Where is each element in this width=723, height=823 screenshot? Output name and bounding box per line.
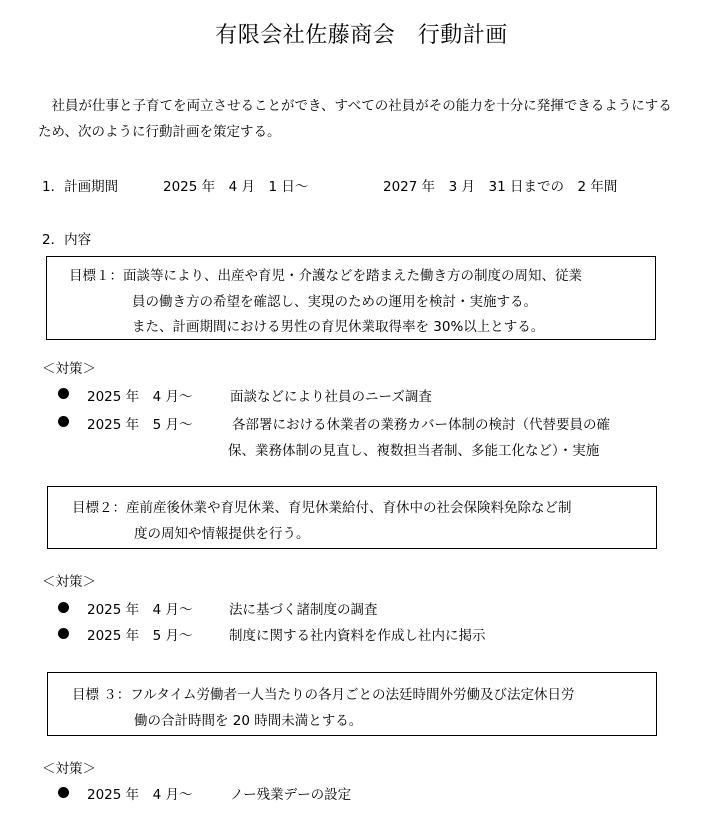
goal-1-line-1: 目標１：面談等により、出産や育児・介護などを踏まえた働き方の制度の周知、従業 (69, 268, 582, 284)
bullet-icon (58, 388, 69, 399)
bullet-icon (58, 416, 69, 427)
goal-1-line-3: また、計画期間における男性の育児休業取得率を 30%以上とする。 (132, 319, 545, 335)
goal-3-measure-1-date: 2025 年 4 月～ (87, 787, 193, 803)
goal-1-measure-2-date: 2025 年 5 月～ (87, 417, 193, 433)
bullet-icon (58, 602, 69, 613)
goal-3-line-2: 働の合計時間を 20 時間未満とする。 (134, 713, 363, 729)
period-label: 1．計画期間 (42, 179, 119, 195)
goal-2-measure-2-text: 制度に関する社内資料を作成し社内に掲示 (229, 628, 486, 644)
goal-2-box (47, 486, 657, 549)
goal-1-line-2: 員の働き方の希望を確認し、実現のための運用を検討・実施する。 (132, 294, 537, 310)
content-heading: 2．内容 (42, 232, 92, 248)
goal-1-measure-2-cont: 保、業務体制の見直し、複数担当者制、多能工化など）・実施 (228, 443, 600, 459)
goal-3-measure-1-text: ノー残業デーの設定 (230, 787, 352, 803)
period-end: 2027 年 3 月 31 日までの 2 年間 (383, 179, 618, 195)
goal-3-box (47, 672, 657, 736)
goal-3-line-1: 目標 ３：フルタイム労働者一人当たりの各月ごとの法廷時間外労働及び法定休日労 (72, 687, 575, 703)
goal-1-measure-1-text: 面談などにより社員のニーズ調査 (230, 389, 432, 405)
goal-2-line-2: 度の周知や情報提供を行う。 (134, 526, 310, 542)
goal-3-measures-heading: ＜対策＞ (42, 761, 96, 777)
goal-2-measure-2-date: 2025 年 5 月～ (87, 628, 193, 644)
goal-1-measure-1-date: 2025 年 4 月～ (87, 389, 193, 405)
goal-1-measures-heading: ＜対策＞ (42, 361, 96, 377)
period-start: 2025 年 4 月 1 日～ (163, 179, 309, 195)
goal-1-box (46, 256, 656, 340)
goal-2-measures-heading: ＜対策＞ (42, 574, 96, 590)
goal-2-measure-1-text: 法に基づく諸制度の調査 (229, 602, 378, 618)
document-title: 有限会社佐藤商会 行動計画 (215, 23, 508, 48)
bullet-icon (58, 628, 69, 639)
goal-2-measure-1-date: 2025 年 4 月～ (87, 602, 193, 618)
intro-paragraph: 社員が仕事と子育てを両立させることができ、すべての社員がその能力を十分に発揮できるようにするため、次のように行動計画を策定する。 (38, 98, 672, 140)
bullet-icon (58, 787, 69, 798)
goal-1-measure-2-text: 各部署における休業者の業務カバー体制の検討（代替要員の確 (232, 417, 610, 433)
goal-2-line-1: 目標２：産前産後休業や育児休業、育児休業給付、育休中の社会保険料免除など制 (72, 500, 572, 516)
